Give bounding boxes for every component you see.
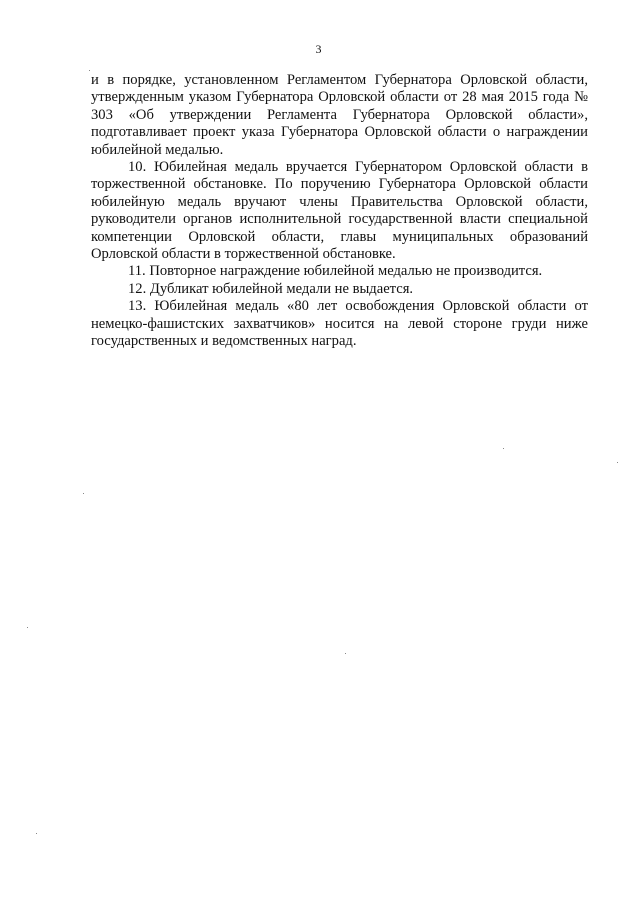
paragraph-continuation: и в порядке, установленном Регламентом Губернатора Орловской области, утвержденным указом Губернатора Орловской области от 28 мая 2015 года № 303 «Об утверждении Регламента Губернатора Орловской области», подготавливает проект указа Губернатора Орловской области о награждении юбилейной медалью. <box>91 72 588 158</box>
document-body <box>91 72 588 351</box>
scan-speck <box>89 70 90 71</box>
scan-speck <box>27 627 28 628</box>
scan-speck <box>83 493 84 494</box>
paragraph-item-12: 12. Дубликат юбилейной медали не выдается. <box>128 280 414 297</box>
scan-speck <box>503 448 504 449</box>
paragraph-item-10: 10. Юбилейная медаль вручается Губернатором Орловской области в торжественной обстановке. По поручению Губернатора Орловской области юбилейную медаль вручают члены Правительства Орловской области, руководители органов исполнительной государственной власти специальной компетенции Орловской области, главы муниципальных образований Орловской области в торжественной обстановке. <box>91 159 588 263</box>
paragraph-item-11: 11. Повторное награждение юбилейной медалью не производится. <box>128 263 543 280</box>
scan-speck <box>36 833 37 834</box>
scan-speck <box>345 653 346 654</box>
paragraph-item-13: 13. Юбилейная медаль «80 лет освобождения Орловской области от немецко-фашистских захватчиков» носится на левой стороне груди ниже государственных и ведомственных наград. <box>91 298 588 350</box>
scan-speck <box>617 462 618 463</box>
page-number: 3 <box>315 42 322 56</box>
